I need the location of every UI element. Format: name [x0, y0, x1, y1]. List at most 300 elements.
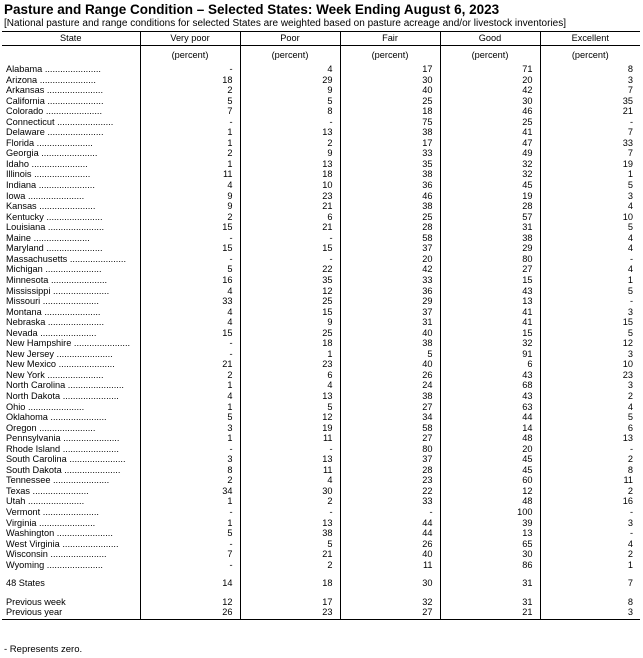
state-cell	[2, 307, 140, 318]
value-cell: 60	[440, 475, 540, 486]
value-cell: 4	[140, 180, 240, 191]
footnote: - Represents zero.	[4, 644, 83, 655]
row-label: Nebraska	[6, 317, 46, 328]
value-cell: 27	[340, 607, 440, 619]
row-label: Rhode Island	[6, 443, 61, 454]
dot-leader: ......................	[54, 528, 113, 539]
value-cell: 30	[340, 578, 440, 589]
value-cell: -	[140, 254, 240, 265]
value-cell: -	[140, 444, 240, 455]
value-cell: 1	[540, 560, 640, 571]
value-cell: 32	[440, 159, 540, 170]
value-cell: 7	[540, 85, 640, 96]
table-row	[2, 127, 640, 138]
row-label: Ohio	[6, 401, 26, 412]
row-label: North Dakota	[6, 390, 61, 401]
value-cell: 4	[540, 201, 640, 212]
dot-leader: ......................	[45, 317, 105, 328]
state-cell	[2, 96, 140, 107]
row-label: Michigan	[6, 264, 43, 275]
value-cell: 15	[440, 328, 540, 339]
value-cell: 34	[140, 486, 240, 497]
dot-leader: ......................	[25, 190, 85, 201]
row-label: Tennessee	[6, 475, 51, 486]
value-cell: 23	[240, 191, 340, 202]
value-cell: 43	[440, 370, 540, 381]
spacer-cell	[540, 570, 640, 578]
row-label: Previous week	[6, 596, 66, 607]
value-cell: 25	[240, 328, 340, 339]
value-cell: 48	[440, 433, 540, 444]
value-cell: 15	[540, 317, 640, 328]
value-cell: 23	[240, 607, 340, 619]
value-cell: 7	[540, 127, 640, 138]
table-row	[2, 222, 640, 233]
value-cell: 14	[140, 578, 240, 589]
row-label: Pennsylvania	[6, 433, 61, 444]
value-cell: 19	[240, 423, 340, 434]
value-cell: 4	[540, 264, 640, 275]
value-cell: 35	[540, 96, 640, 107]
value-cell: 27	[440, 264, 540, 275]
value-cell: 3	[540, 518, 640, 529]
value-cell: 46	[440, 106, 540, 117]
units-cell: (percent)	[440, 46, 540, 65]
value-cell: 15	[140, 222, 240, 233]
value-cell: 28	[340, 465, 440, 476]
table-row	[2, 243, 640, 254]
value-cell: 28	[440, 201, 540, 212]
dot-leader: ......................	[40, 506, 99, 517]
value-cell: 80	[340, 444, 440, 455]
dot-leader: ......................	[66, 454, 126, 465]
table-row	[2, 433, 640, 444]
dot-leader: ......................	[41, 306, 101, 317]
value-cell: 7	[140, 549, 240, 560]
value-cell: 21	[240, 222, 340, 233]
spacer-cell	[2, 570, 140, 578]
value-cell: 42	[340, 264, 440, 275]
spacer-cell	[440, 570, 540, 578]
dot-leader: ......................	[61, 464, 121, 475]
value-cell: 23	[540, 370, 640, 381]
table-row	[2, 117, 640, 128]
state-cell	[2, 338, 140, 349]
previous-year-row	[2, 607, 640, 619]
value-cell: 15	[240, 243, 340, 254]
value-cell: 20	[440, 75, 540, 86]
value-cell: 2	[140, 148, 240, 159]
value-cell: 5	[340, 349, 440, 360]
value-cell: 3	[140, 423, 240, 434]
table-row	[2, 465, 640, 476]
row-label: Delaware	[6, 127, 45, 138]
column-header-good: Good	[440, 32, 540, 46]
spacer-cell	[340, 589, 440, 597]
value-cell: 32	[440, 169, 540, 180]
value-cell: 19	[440, 191, 540, 202]
row-label: Arkansas	[6, 85, 45, 96]
state-cell	[2, 444, 140, 455]
value-cell: 10	[540, 359, 640, 370]
value-cell: 41	[440, 307, 540, 318]
row-label: Indiana	[6, 180, 37, 191]
value-cell: 8	[240, 106, 340, 117]
state-cell	[2, 560, 140, 571]
value-cell: 3	[540, 380, 640, 391]
table-row	[2, 317, 640, 328]
table-row	[2, 370, 640, 381]
table-row	[2, 549, 640, 560]
table-row	[2, 539, 640, 550]
value-cell: 13	[240, 518, 340, 529]
value-cell: 44	[440, 412, 540, 423]
table-row	[2, 423, 640, 434]
row-label: New York	[6, 369, 45, 380]
value-cell: 9	[240, 85, 340, 96]
value-cell: 4	[240, 380, 340, 391]
value-cell: 4	[540, 402, 640, 413]
state-cell	[2, 349, 140, 360]
table-row	[2, 528, 640, 539]
value-cell: 5	[140, 412, 240, 423]
value-cell: 3	[540, 607, 640, 619]
row-label: Virginia	[6, 517, 37, 528]
state-cell	[2, 127, 140, 138]
row-label: Alabama	[6, 64, 43, 75]
value-cell: 9	[140, 201, 240, 212]
state-cell	[2, 138, 140, 149]
value-cell: 38	[340, 169, 440, 180]
value-cell: 36	[340, 285, 440, 296]
state-cell	[2, 264, 140, 275]
value-cell: 21	[440, 607, 540, 619]
value-cell: 1	[140, 433, 240, 444]
table-row	[2, 444, 640, 455]
value-cell: 33	[540, 138, 640, 149]
row-label: South Carolina	[6, 454, 67, 465]
value-cell: 5	[540, 285, 640, 296]
condition-table	[2, 31, 640, 620]
value-cell: 9	[240, 148, 340, 159]
value-cell: 5	[540, 328, 640, 339]
value-cell: 38	[340, 127, 440, 138]
spacer-cell	[2, 589, 140, 597]
value-cell: 1	[140, 159, 240, 170]
value-cell: 49	[440, 148, 540, 159]
state-cell	[2, 486, 140, 497]
row-label: Florida	[6, 137, 35, 148]
table-row	[2, 254, 640, 265]
state-cell	[2, 380, 140, 391]
table-row	[2, 518, 640, 529]
value-cell: 15	[440, 275, 540, 286]
table-row	[2, 296, 640, 307]
row-label: Mississippi	[6, 285, 51, 296]
value-cell: 5	[240, 539, 340, 550]
value-cell: 9	[140, 191, 240, 202]
report-subtitle: [National pasture and range conditions for selected States are weighted based on pasture acreage and/or livestock inventories]	[4, 18, 567, 29]
value-cell: 2	[140, 475, 240, 486]
value-cell: 27	[340, 402, 440, 413]
row-label: Utah	[6, 496, 26, 507]
value-cell: 15	[140, 243, 240, 254]
table-row	[2, 275, 640, 286]
table-row	[2, 307, 640, 318]
dot-leader: ......................	[44, 85, 104, 96]
units-cell: (percent)	[240, 46, 340, 65]
value-cell: -	[240, 507, 340, 518]
value-cell: 38	[440, 233, 540, 244]
value-cell: 2	[140, 212, 240, 223]
table-row	[2, 496, 640, 507]
value-cell: 38	[340, 391, 440, 402]
dot-leader: ......................	[50, 285, 110, 296]
value-cell: 2	[240, 138, 340, 149]
row-label: Wyoming	[6, 559, 45, 570]
value-cell: 5	[240, 402, 340, 413]
spacer-row	[2, 570, 640, 578]
value-cell: 20	[340, 254, 440, 265]
value-cell: 25	[240, 296, 340, 307]
value-cell: 33	[340, 148, 440, 159]
value-cell: 35	[240, 275, 340, 286]
value-cell: 8	[540, 465, 640, 476]
value-cell: 18	[240, 338, 340, 349]
state-cell	[2, 180, 140, 191]
value-cell: 3	[540, 307, 640, 318]
state-cell	[2, 212, 140, 223]
dot-leader: ......................	[56, 359, 115, 370]
value-cell: 37	[340, 243, 440, 254]
state-cell	[2, 518, 140, 529]
value-cell: 17	[240, 597, 340, 608]
value-cell: 30	[240, 486, 340, 497]
value-cell: 2	[540, 454, 640, 465]
value-cell: 38	[240, 528, 340, 539]
value-cell: 14	[440, 423, 540, 434]
value-cell: 26	[340, 539, 440, 550]
state-cell	[2, 106, 140, 117]
dot-leader: ......................	[43, 211, 103, 222]
value-cell: 4	[540, 539, 640, 550]
value-cell: 7	[540, 148, 640, 159]
table-row	[2, 75, 640, 86]
table-row	[2, 507, 640, 518]
spacer-cell	[540, 589, 640, 597]
value-cell: 42	[440, 85, 540, 96]
value-cell: 4	[140, 391, 240, 402]
dot-leader: ......................	[42, 264, 102, 275]
value-cell: 38	[340, 201, 440, 212]
value-cell: 44	[340, 518, 440, 529]
value-cell: 2	[540, 486, 640, 497]
value-cell: -	[240, 117, 340, 128]
summary-row	[2, 578, 640, 589]
dot-leader: ......................	[54, 348, 113, 359]
value-cell: 12	[540, 338, 640, 349]
state-cell	[2, 528, 140, 539]
row-label: West Virginia	[6, 538, 60, 549]
value-cell: 11	[240, 465, 340, 476]
row-label: Arizona	[6, 74, 38, 85]
value-cell: 65	[440, 539, 540, 550]
dot-leader: ......................	[31, 169, 91, 180]
table-row	[2, 475, 640, 486]
row-label: Washington	[6, 528, 55, 539]
dot-leader: ......................	[36, 422, 96, 433]
state-cell	[2, 391, 140, 402]
state-cell	[2, 402, 140, 413]
row-label: Minnesota	[6, 274, 49, 285]
dot-leader: ......................	[44, 95, 104, 106]
value-cell: 37	[340, 454, 440, 465]
value-cell: 40	[340, 549, 440, 560]
value-cell: 32	[340, 597, 440, 608]
value-cell: 26	[140, 607, 240, 619]
value-cell: 11	[540, 475, 640, 486]
value-cell: 3	[140, 454, 240, 465]
value-cell: 18	[240, 169, 340, 180]
value-cell: 57	[440, 212, 540, 223]
table-row	[2, 212, 640, 223]
dot-leader: ......................	[36, 201, 96, 212]
value-cell: 1	[140, 138, 240, 149]
value-cell: 3	[540, 191, 640, 202]
value-cell: 43	[440, 391, 540, 402]
state-cell	[2, 359, 140, 370]
dot-leader: ......................	[29, 158, 88, 169]
table-row	[2, 191, 640, 202]
dot-leader: ......................	[44, 559, 103, 570]
previous-week-row	[2, 597, 640, 608]
value-cell: 71	[440, 64, 540, 75]
units-cell: (percent)	[540, 46, 640, 65]
row-label: Kansas	[6, 201, 37, 212]
value-cell: 3	[540, 349, 640, 360]
row-label: California	[6, 95, 45, 106]
value-cell: 46	[340, 191, 440, 202]
value-cell: -	[540, 117, 640, 128]
value-cell: 21	[140, 359, 240, 370]
table-row	[2, 391, 640, 402]
units-cell	[2, 46, 140, 65]
state-cell	[2, 243, 140, 254]
row-label: Previous year	[6, 607, 63, 618]
value-cell: 12	[140, 597, 240, 608]
value-cell: 68	[440, 380, 540, 391]
value-cell: 12	[240, 412, 340, 423]
table-row	[2, 402, 640, 413]
value-cell: 36	[340, 180, 440, 191]
row-label: Idaho	[6, 158, 29, 169]
value-cell: 1	[540, 275, 640, 286]
dot-leader: ......................	[48, 274, 108, 285]
row-label: Illinois	[6, 169, 32, 180]
value-cell: 91	[440, 349, 540, 360]
value-cell: 23	[340, 475, 440, 486]
value-cell: 47	[440, 138, 540, 149]
value-cell: 43	[440, 285, 540, 296]
table-row	[2, 454, 640, 465]
value-cell: 13	[540, 433, 640, 444]
value-cell: -	[540, 254, 640, 265]
value-cell: 11	[240, 433, 340, 444]
table-row	[2, 359, 640, 370]
value-cell: 4	[140, 285, 240, 296]
row-label: New Jersey	[6, 348, 54, 359]
value-cell: 6	[540, 423, 640, 434]
table-row	[2, 64, 640, 75]
table-row	[2, 380, 640, 391]
value-cell: 32	[440, 338, 540, 349]
value-cell: -	[540, 296, 640, 307]
value-cell: 25	[340, 96, 440, 107]
dot-leader: ......................	[60, 433, 120, 444]
value-cell: 24	[340, 380, 440, 391]
value-cell: -	[140, 539, 240, 550]
value-cell: 7	[540, 578, 640, 589]
column-header-excellent: Excellent	[540, 32, 640, 46]
state-cell	[2, 539, 140, 550]
value-cell: 63	[440, 402, 540, 413]
value-cell: 2	[140, 85, 240, 96]
dot-leader: ......................	[44, 127, 104, 138]
state-cell	[2, 222, 140, 233]
value-cell: 44	[340, 528, 440, 539]
report-title: Pasture and Range Condition – Selected States: Week Ending August 6, 2023	[4, 2, 500, 17]
row-label: Iowa	[6, 190, 26, 201]
row-label: Oregon	[6, 422, 37, 433]
value-cell: -	[140, 507, 240, 518]
value-cell: 6	[440, 359, 540, 370]
dot-leader: ......................	[36, 180, 95, 191]
state-cell	[2, 85, 140, 96]
value-cell: 45	[440, 454, 540, 465]
value-cell: -	[140, 117, 240, 128]
value-cell: 33	[340, 496, 440, 507]
value-cell: -	[240, 444, 340, 455]
row-label: New Hampshire	[6, 338, 72, 349]
value-cell: -	[340, 507, 440, 518]
value-cell: 3	[540, 75, 640, 86]
table-row	[2, 486, 640, 497]
value-cell: -	[140, 64, 240, 75]
value-cell: 15	[240, 307, 340, 318]
units-cell: (percent)	[140, 46, 240, 65]
table-row	[2, 285, 640, 296]
state-cell	[2, 159, 140, 170]
value-cell: 45	[440, 180, 540, 191]
value-cell: 58	[340, 423, 440, 434]
row-label: South Dakota	[6, 464, 62, 475]
value-cell: 40	[340, 85, 440, 96]
state-cell	[2, 328, 140, 339]
value-cell: 33	[140, 296, 240, 307]
value-cell: 2	[540, 391, 640, 402]
value-cell: 4	[240, 475, 340, 486]
spacer-cell	[240, 570, 340, 578]
value-cell: 5	[540, 412, 640, 423]
value-cell: 17	[340, 138, 440, 149]
row-label: 48 States	[6, 578, 45, 589]
row-label: Vermont	[6, 506, 41, 517]
value-cell: 26	[340, 370, 440, 381]
value-cell: 5	[540, 180, 640, 191]
dot-leader: ......................	[38, 148, 98, 159]
table-body	[2, 46, 640, 620]
dot-leader: ......................	[37, 74, 96, 85]
